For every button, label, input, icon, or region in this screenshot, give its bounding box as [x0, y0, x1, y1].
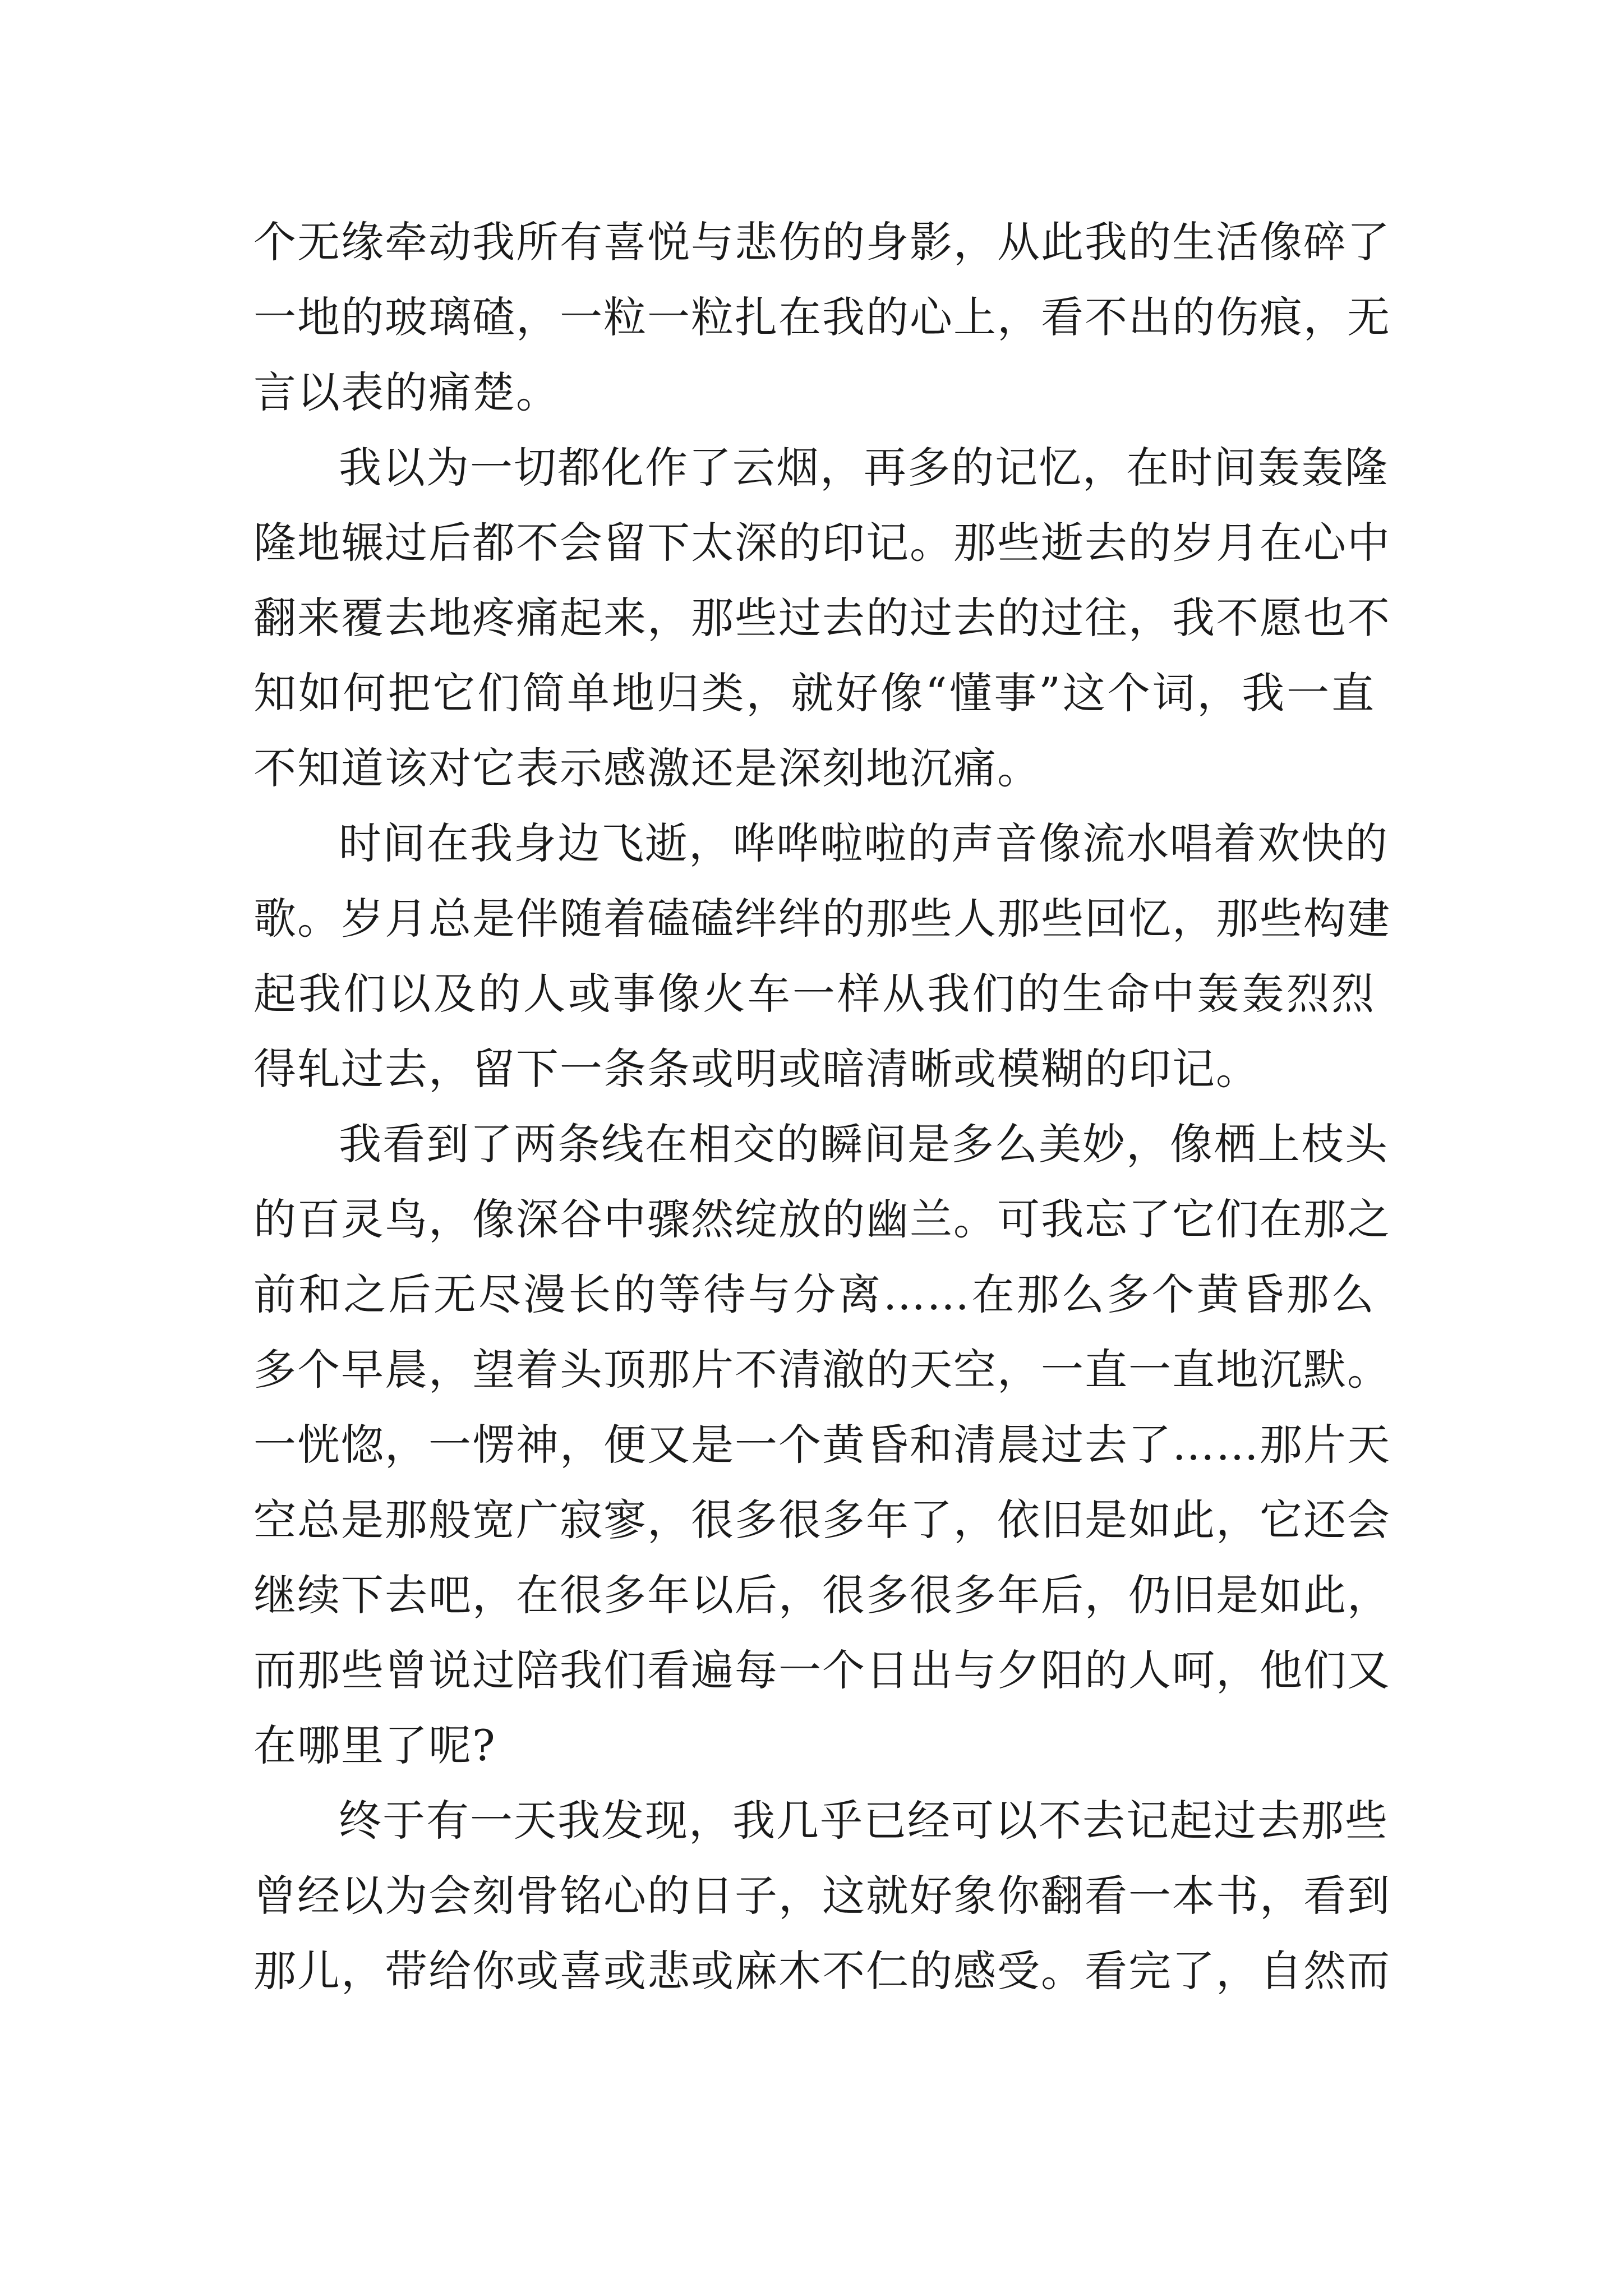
text-line: 在哪里了呢?	[253, 1720, 496, 1770]
text-line: 知如何把它们简单地归类，就好像“懂事”这个词，我一直	[253, 668, 1375, 718]
paragraph	[253, 806, 1391, 1107]
text-line: 翻来覆去地疼痛起来，那些过去的过去的过往，我不愿也不	[253, 593, 1391, 643]
paragraph	[253, 430, 1391, 806]
text-line: 不知道该对它表示感激还是深刻地沉痛。	[253, 743, 1041, 793]
text-line: 起我们以及的人或事像火车一样从我们的生命中轰轰烈烈	[253, 969, 1375, 1019]
text-line: 时间在我身边飞逝，哗哗啦啦的声音像流水唱着欢快的	[339, 818, 1389, 868]
text-line: 终于有一天我发现，我几乎已经可以不去记起过去那些	[339, 1796, 1389, 1846]
text-line: 得轧过去，留下一条条或明或暗清晰或模糊的印记。	[253, 1044, 1260, 1094]
text-line: 前和之后无尽漫长的等待与分离……在那么多个黄昏那么	[253, 1269, 1375, 1319]
text-line: 我以为一切都化作了云烟，再多的记忆，在时间轰轰隆	[339, 443, 1389, 493]
paragraph	[253, 205, 1391, 430]
text-line: 的百灵鸟，像深谷中骤然绽放的幽兰。可我忘了它们在那之	[253, 1194, 1391, 1244]
text-line: 言以表的痛楚。	[253, 367, 560, 417]
text-line: 个无缘牵动我所有喜悦与悲伤的身影，从此我的生活像碎了	[253, 217, 1391, 267]
text-line: 一恍惚，一愣神，便又是一个黄昏和清晨过去了……那片天	[253, 1420, 1391, 1470]
text-line: 曾经以为会刻骨铭心的日子，这就好象你翻看一本书，看到	[253, 1871, 1391, 1921]
text-line: 那儿，带给你或喜或悲或麻木不仁的感受。看完了，自然而	[253, 1946, 1391, 1996]
text-line: 一地的玻璃碴，一粒一粒扎在我的心上，看不出的伤痕，无	[253, 292, 1391, 342]
text-line: 空总是那般宽广寂寥，很多很多年了，依旧是如此，它还会	[253, 1495, 1391, 1545]
paragraph	[253, 1107, 1391, 1783]
text-line: 我看到了两条线在相交的瞬间是多么美妙，像栖上枝头	[339, 1119, 1389, 1169]
body-text	[253, 205, 1391, 2009]
text-line: 多个早晨，望着头顶那片不清澈的天空，一直一直地沉默。	[253, 1345, 1391, 1395]
text-line: 继续下去吧，在很多年以后，很多很多年后，仍旧是如此，	[253, 1570, 1391, 1620]
text-line: 歌。岁月总是伴随着磕磕绊绊的那些人那些回忆，那些构建	[253, 894, 1391, 944]
text-line: 而那些曾说过陪我们看遍每一个日出与夕阳的人呵，他们又	[253, 1645, 1391, 1695]
text-line: 隆地辗过后都不会留下太深的印记。那些逝去的岁月在心中	[253, 518, 1391, 568]
paragraph	[253, 1783, 1391, 2009]
